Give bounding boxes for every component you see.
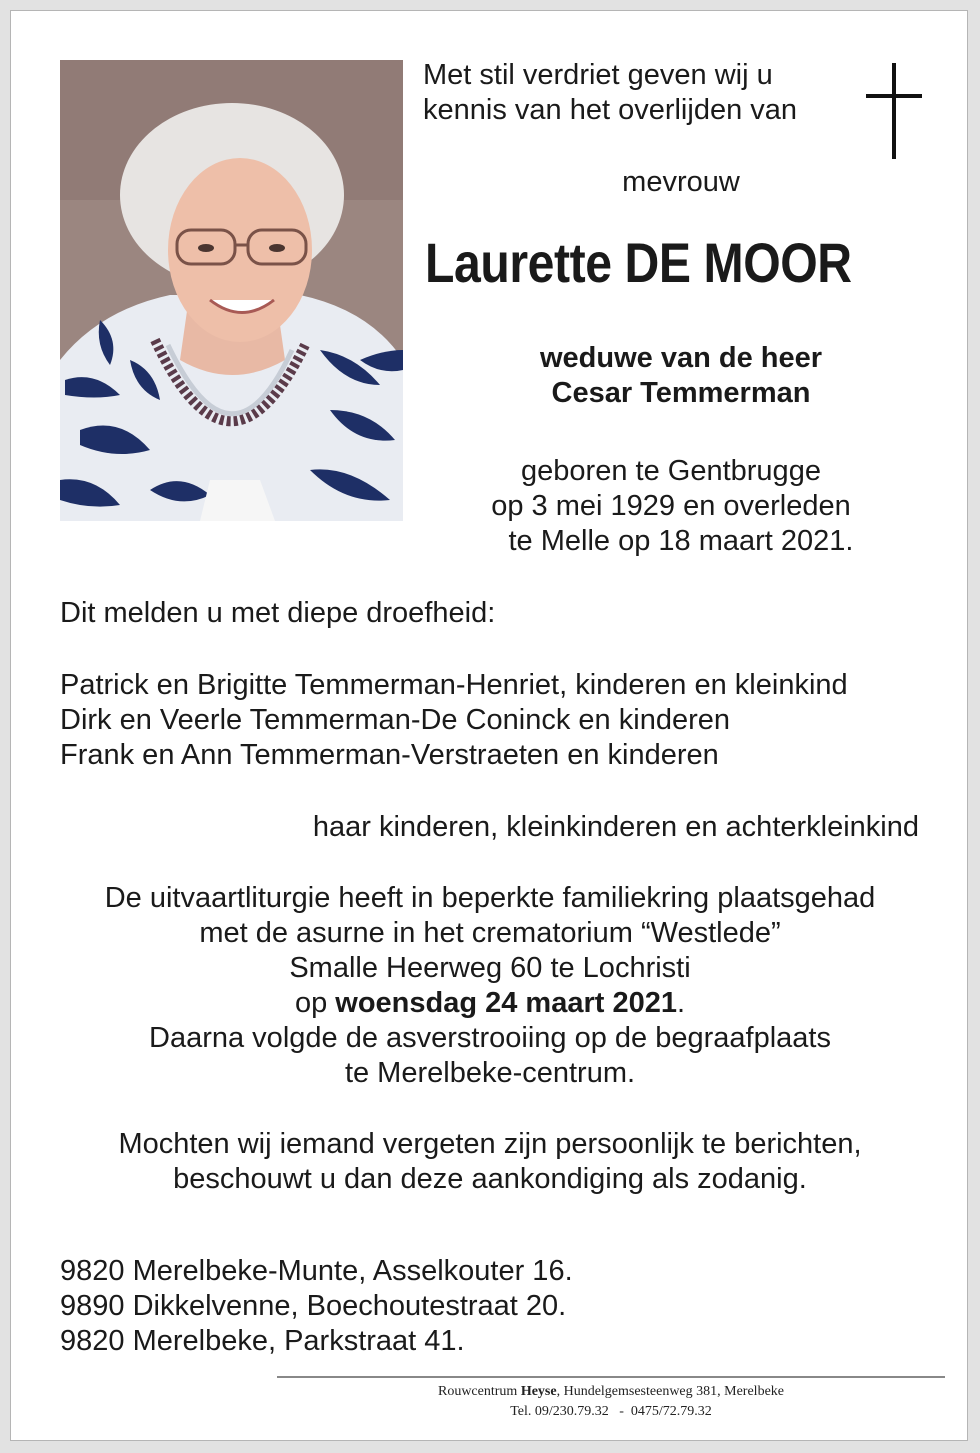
funeral-home-address: , Hundelgemsesteenweg 381, Merelbeke [556,1384,785,1399]
funeral-home-brand: Heyse [520,1384,557,1399]
ceremony-line-5: Daarna volgde de asverstrooiing op de begraafplaats [149,1022,831,1054]
widow-line-2: Cesar Temmerman [551,377,811,409]
ceremony-date-suffix: . [677,987,686,1019]
address-3: 9820 Merelbeke, Parkstraat 41. [60,1325,465,1357]
family-line-3: Frank en Ann Temmerman-Verstraeten en kinderen [60,739,719,771]
death-line: te Melle op 18 maart 2021. [508,525,854,557]
notice-line-2: beschouwt u dan deze aankondiging als zodanig. [173,1163,807,1195]
ceremony-date-prefix: op [294,987,336,1019]
funeral-home-line [277,1384,945,1400]
family-line-2: Dirk en Veerle Temmerman-De Coninck en kinderen [60,704,730,736]
ceremony-line-3: Smalle Heerweg 60 te Lochristi [289,952,691,984]
birth-line: geboren te Gentbrugge [521,455,821,487]
portrait-photo [60,60,403,521]
notice-line-1: Mochten wij iemand vergeten zijn persoonlijk te berichten, [118,1128,862,1160]
relatives-line: haar kinderen, kleinkinderen en achterkleinkind [312,811,919,843]
ceremony-date-line [11,989,969,1018]
address-1: 9820 Merelbeke-Munte, Asselkouter 16. [60,1255,573,1287]
ceremony-date: woensdag 24 maart 2021 [335,987,677,1019]
funeral-home-prefix: Rouwcentrum [437,1384,521,1399]
title-prefix: mevrouw [622,166,740,198]
address-2: 9890 Dikkelvenne, Boechoutestraat 20. [60,1290,567,1322]
footer-divider [277,1376,945,1378]
ceremony-line-1: De uitvaartliturgie heeft in beperkte familiekring plaatsgehad [104,882,876,914]
ceremony-line-6: te Merelbeke-centrum. [344,1057,636,1089]
deceased-name: Laurette DE MOOR [425,231,852,294]
cross-icon [866,63,922,159]
widow-line-1: weduwe van de heer [539,342,823,374]
ceremony-line-2: met de asurne in het crematorium “Westlede” [199,917,781,949]
portrait-illustration [60,60,403,521]
dates-line-2: op 3 mei 1929 en overleden [491,490,851,522]
family-line-1: Patrick en Brigitte Temmerman-Henriet, kinderen en kleinkind [60,669,848,701]
funeral-home-phones: Tel. 09/230.79.32 - 0475/72.79.32 [510,1404,712,1419]
obituary-card [10,10,968,1441]
intro-line-2: kennis van het overlijden van [423,94,798,126]
intro-line-1: Met stil verdriet geven wij u [423,59,773,91]
announcement-intro: Dit melden u met diepe droefheid: [60,597,496,629]
